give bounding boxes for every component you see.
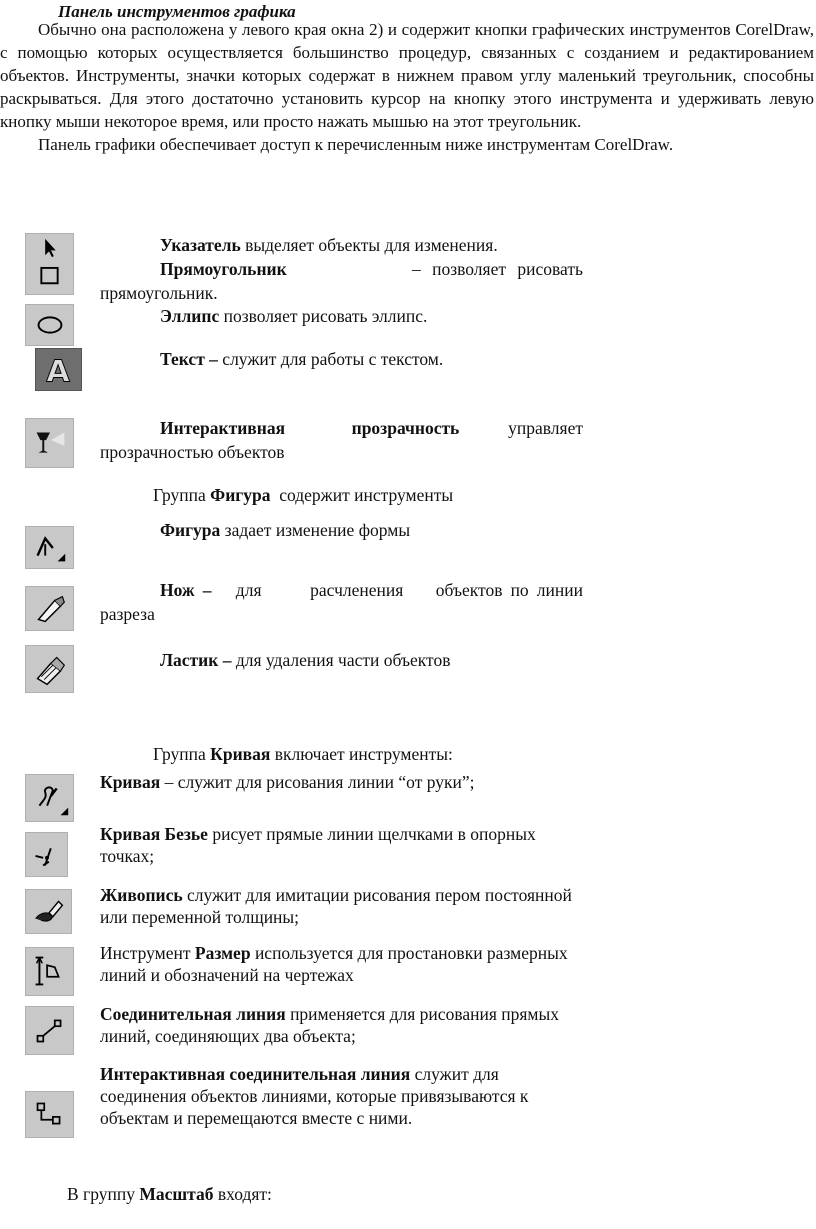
shape-group-intro [153,485,453,506]
group-intro-prefix: Группа [153,485,211,505]
tool-transparency-desc: Интерактивная прозрачность управляет прозрачностью объектов [100,418,583,462]
group-intro-bold: Фигура [210,485,271,505]
svg-text:A: A [46,354,70,390]
group-intro-suffix: включает инструменты: [270,744,453,764]
tool-name: Интерактивная соединительная линия [100,1064,411,1084]
tool-text: служит для соединения объектов линиями, которые привязываются к объектам и перемещаются вместе с ними. [100,1064,529,1128]
tool-ellipse-desc [100,304,583,328]
tool-rectangle-desc: Прямоугольник – позволяет рисовать прямоугольник. [100,259,583,303]
tool-text: служит для работы с текстом. [217,349,444,369]
tool-name: Кривая [100,772,161,792]
tool-text-desc [100,347,583,371]
freehand-icon [25,774,74,822]
tool-pointer-desc [100,233,583,257]
transparency-icon [25,418,74,468]
bezier-desc [100,823,580,867]
knife-desc: Нож – для расчленения объектов по линии разреза [100,580,583,624]
tool-text: используется для простановки размерных линий и обозначений на чертежах [100,943,568,985]
tool-text: для удаления части объектов [231,650,451,670]
eraser-icon [25,645,74,693]
tool-prefix: Инструмент [100,943,195,963]
tool-text: служит для имитации рисования пером постоянной или переменной толщины; [100,885,572,927]
artistic-media-desc [100,884,580,928]
group-intro-bold: Масштаб [139,1184,214,1204]
knife-icon [25,586,74,631]
connector-icon [25,1006,74,1055]
tool-name: Указатель [160,235,241,255]
group-intro-bold: Кривая [210,744,271,764]
interactive-connector-desc [100,1063,580,1129]
tool-text: позволяет рисовать эллипс. [219,306,428,326]
text-icon [35,348,82,391]
tool-text: – служит для рисования линии “от руки”; [160,772,475,792]
tool-name: Кривая Безье [100,824,208,844]
ellipse-icon [25,304,74,346]
artistic-media-icon [25,889,72,934]
tool-name: Прямоугольник [160,259,287,279]
pointer-icon [25,233,74,263]
dimension-desc [100,942,580,986]
intro-paragraph [0,18,814,156]
tool-text: выделяет объекты для изменения. [240,235,498,255]
shape-icon [25,526,74,569]
dimension-icon [25,947,74,996]
group-intro-prefix: Группа [153,744,211,764]
tool-text: применяется для рисования прямых линий, соединяющих два объекта; [100,1004,560,1046]
eraser-desc [100,648,583,672]
section-title: Панель инструментов графика [58,2,296,21]
tool-text: – позволяет рисовать [286,259,583,279]
tool-name: Эллипс [160,306,220,326]
bezier-icon [25,832,68,877]
intro-text: Обычно она расположена у левого края окна 2) и содержит кнопки графических инструментов CorelDraw, с помощью которых осуществляется большинство процедур, связанных с созданием и редактированием объектов. Инструменты, значки которых содержат в нижнем правом углу маленький треугольник, способны раскрываться. Для этого достаточно установить курсор на кнопку этого инструмента и удерживать левую кнопку мыши некоторое время, или просто нажать мышью на этот треугольник. [0,20,814,131]
group-intro-suffix: входят: [213,1184,272,1204]
tool-name: Текст – [160,349,218,369]
group-intro-prefix: В группу [67,1184,140,1204]
shape-desc [100,518,583,542]
interactive-connector-icon [25,1091,74,1138]
tool-name: Соединительная линия [100,1004,286,1024]
freehand-desc [100,771,580,793]
connector-desc [100,1003,580,1047]
tool-text: задает изменение формы [220,520,411,540]
tool-name: Ластик – [160,650,232,670]
tool-name: Размер [194,943,251,963]
zoom-group-intro [67,1184,272,1205]
intro-text-2: Панель графики обеспечивает доступ к перечисленным ниже инструментам CorelDraw. [38,135,674,154]
rectangle-icon [25,262,74,295]
curve-group-intro [153,744,453,765]
group-intro-suffix: содержит инструменты [270,485,454,505]
tool-name: Живопись [100,885,183,905]
tool-text: рисует прямые линии щелчками в опорных точках; [100,824,536,866]
tool-name: Фигура [160,520,221,540]
